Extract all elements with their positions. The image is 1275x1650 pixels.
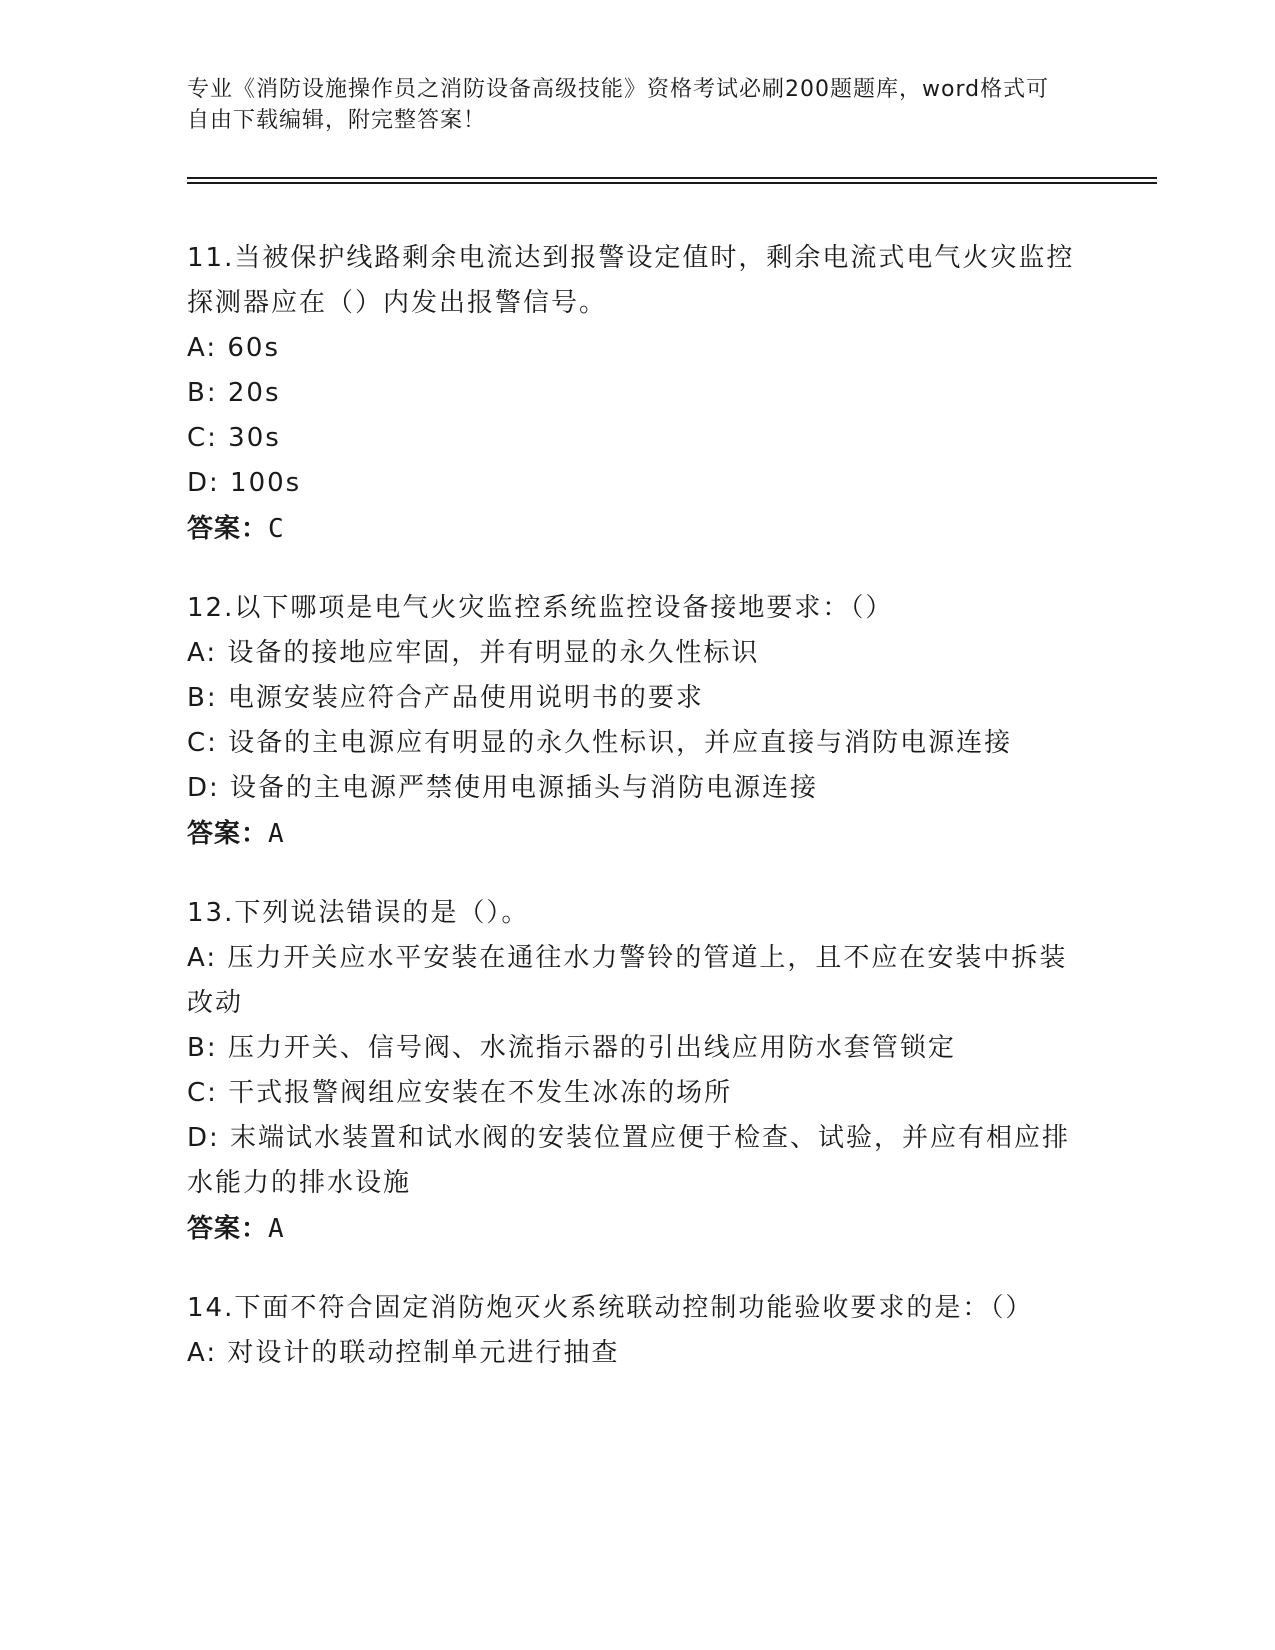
question-stem: 14.下面不符合固定消防炮灭火系统联动控制功能验收要求的是：（） bbox=[187, 1293, 1034, 1323]
header-divider-bottom bbox=[187, 182, 1157, 184]
option-c: C: 设备的主电源应有明显的永久性标识，并应直接与消防电源连接 bbox=[187, 728, 1013, 758]
answer-line bbox=[187, 506, 1087, 552]
question-stem: 12.以下哪项是电气火灾监控系统监控设备接地要求：（） bbox=[187, 593, 894, 623]
answer-value: C bbox=[268, 514, 285, 544]
option-c: C: 干式报警阀组应安装在不发生冰冻的场所 bbox=[187, 1078, 733, 1108]
question-list bbox=[187, 236, 1087, 1410]
question-12 bbox=[187, 586, 1087, 857]
option-a: A: 压力开关应水平安装在通往水力警铃的管道上，且不应在安装中拆装改动 bbox=[187, 943, 1068, 1018]
option-b: B: 电源安装应符合产品使用说明书的要求 bbox=[187, 683, 704, 713]
question-13 bbox=[187, 891, 1087, 1252]
answer-line bbox=[187, 811, 1087, 857]
answer-line bbox=[187, 1206, 1087, 1252]
option-a: A: 设备的接地应牢固，并有明显的永久性标识 bbox=[187, 638, 760, 668]
option-d: D: 100s bbox=[187, 468, 302, 498]
option-d: D: 设备的主电源严禁使用电源插头与消防电源连接 bbox=[187, 773, 819, 803]
answer-label: 答案： bbox=[187, 514, 269, 544]
question-stem: 11.当被保护线路剩余电流达到报警设定值时，剩余电流式电气火灾监控探测器应在（）内发出报警信号。 bbox=[187, 243, 1075, 318]
option-b: B: 20s bbox=[187, 378, 281, 408]
answer-label: 答案： bbox=[187, 819, 269, 849]
header-divider-top bbox=[187, 177, 1157, 179]
question-14 bbox=[187, 1286, 1087, 1376]
answer-value: A bbox=[268, 819, 285, 849]
document-header: 专业《消防设施操作员之消防设备高级技能》资格考试必刷200题题库，word格式可自由下载编辑，附完整答案！ bbox=[187, 77, 1050, 133]
answer-label: 答案： bbox=[187, 1214, 269, 1244]
answer-value: A bbox=[268, 1214, 285, 1244]
option-a: A: 对设计的联动控制单元进行抽查 bbox=[187, 1338, 620, 1368]
question-11 bbox=[187, 236, 1087, 552]
option-a: A: 60s bbox=[187, 333, 280, 363]
option-c: C: 30s bbox=[187, 423, 281, 453]
question-stem: 13.下列说法错误的是（）。 bbox=[187, 898, 530, 928]
option-d: D: 末端试水装置和试水阀的安装位置应便于检查、试验，并应有相应排水能力的排水设施 bbox=[187, 1123, 1071, 1198]
option-b: B: 压力开关、信号阀、水流指示器的引出线应用防水套管锁定 bbox=[187, 1033, 956, 1063]
